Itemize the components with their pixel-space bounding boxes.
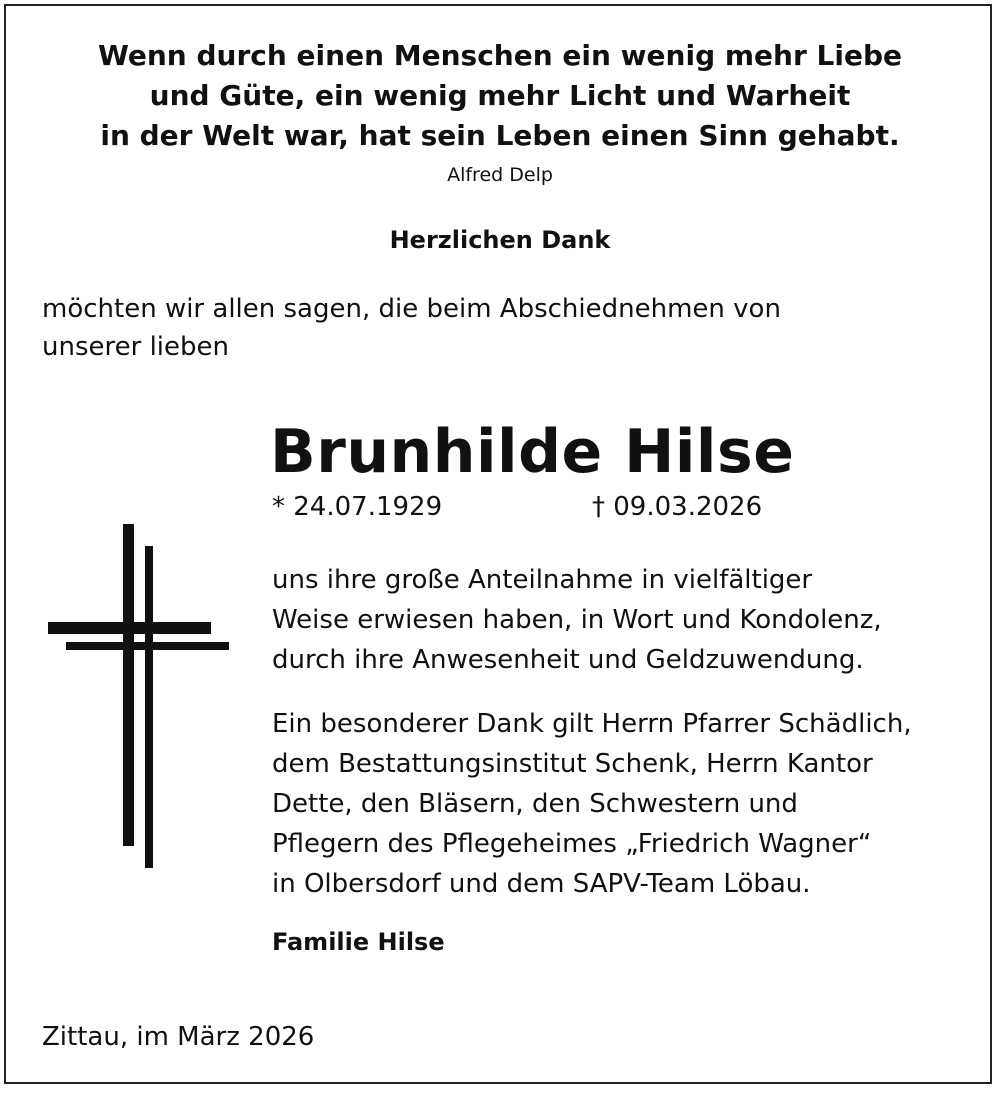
intro-line: möchten wir allen sagen, die beim Abschiednehmen von [42,294,781,324]
quote-line: Wenn durch einen Menschen ein wenig mehr Liebe [98,39,902,72]
paragraph-line: uns ihre große Anteilnahme in vielfältiger [272,565,813,595]
thanks-paragraph-special [272,704,912,904]
paragraph-line: Weise erwiesen haben, in Wort und Kondolenz, [272,605,882,635]
paragraph-line: Dette, den Bläsern, den Schwestern und [272,789,798,819]
quote-author: Alfred Delp [447,164,553,186]
quote-line: und Güte, ein wenig mehr Licht und Warheit [149,79,851,112]
place-date: Zittau, im März 2026 [42,1022,315,1052]
quote-line: in der Welt war, hat sein Leben einen Sinn gehabt. [100,119,900,152]
thanks-paragraph-participation [272,560,882,680]
quote [0,36,1000,156]
intro-line: unserer lieben [42,332,229,362]
paragraph-line: in Olbersdorf und dem SAPV-Team Löbau. [272,869,811,899]
deceased-name: Brunhilde Hilse [270,417,795,487]
intro-text [42,290,781,366]
paragraph-line: dem Bestattungsinstitut Schenk, Herrn Kantor [272,749,873,779]
paragraph-line: durch ihre Anwesenheit und Geldzuwendung. [272,645,864,675]
thanks-heading: Herzlichen Dank [389,226,611,254]
birth-date: * 24.07.1929 [272,492,443,522]
paragraph-line: Ein besonderer Dank gilt Herrn Pfarrer Schädlich, [272,709,912,739]
double-cross-icon [48,524,232,874]
death-date: † 09.03.2026 [592,492,763,522]
paragraph-line: Pflegern des Pflegeheimes „Friedrich Wagner“ [272,829,872,859]
family-signature: Familie Hilse [272,928,445,956]
